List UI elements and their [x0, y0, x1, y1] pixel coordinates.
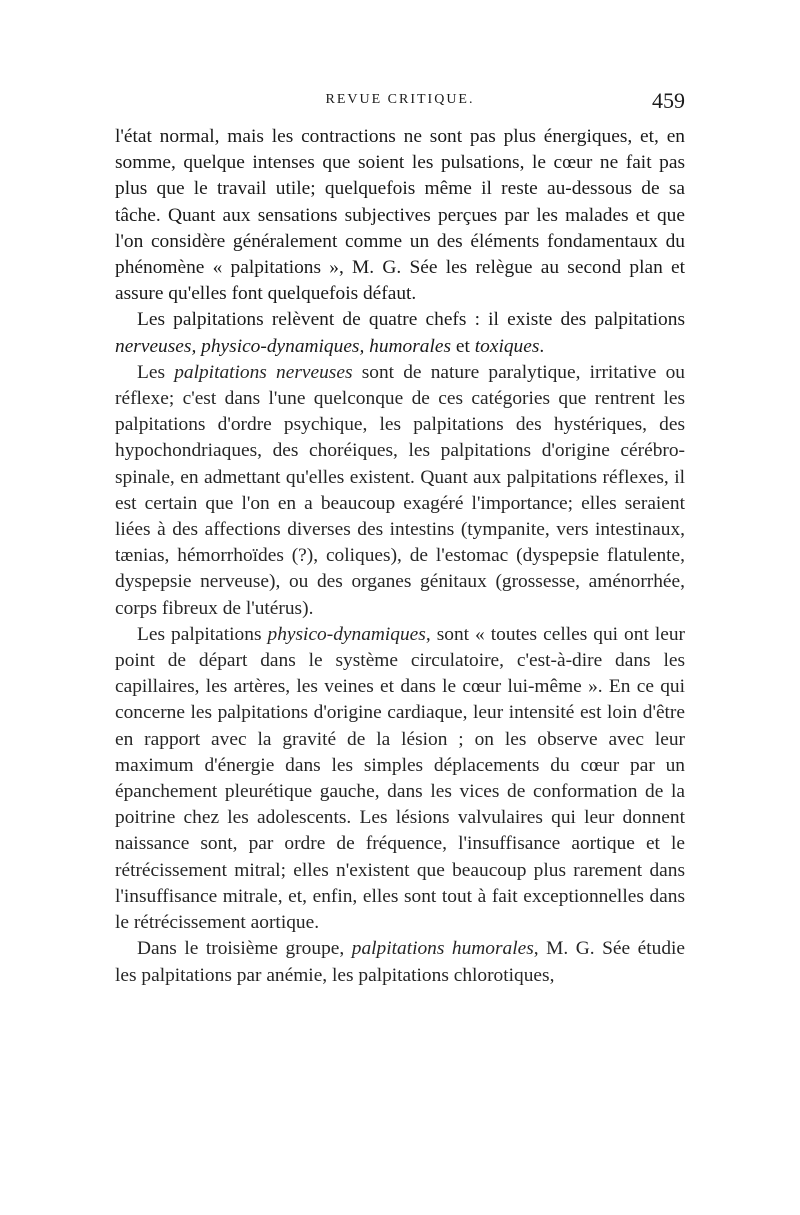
emphasis-categories: nerveuses, physico-dynamiques, humorales [115, 335, 452, 357]
paragraph-lead: Les palpitations relèvent de quatre chefs : il existe des palpitations [137, 309, 685, 331]
paragraph-nerveuses [115, 360, 685, 622]
paragraph-lead: Dans le troisième groupe, [137, 938, 352, 960]
page-number: 459 [652, 88, 685, 113]
emphasis-term: palpitations nerveuses [174, 361, 353, 383]
body-text [115, 124, 685, 989]
paragraph-lead: Les [137, 361, 175, 383]
paragraph-tail: . [539, 335, 545, 357]
paragraph-classification [115, 307, 685, 359]
emphasis-term: palpitations humorales [351, 938, 534, 960]
paragraph-mid: et [451, 335, 475, 357]
paragraph-physico-dynamiques [115, 622, 685, 936]
paragraph-tail: sont de nature paralytique, irritative ou réflexe; c'est dans l'une quelconque de ces catégories que rentrent les palpitations d'ordre psychique, les palpitations des hystériques, des hypochondriaques, des choréiques, les palpitations d'origine cérébro-spinale, en admettant qu'elles existent. Quant aux palpitations réflexes, il est certain que l'on en a beaucoup exagéré l'importance; elles seraient liées à des affections diverses des intestins (tympanite, vers intestinaux, tænias, hémorrhoïdes (?), coliques), de l'estomac (dyspepsie flatulente, dyspepsie nerveuse), ou des organes génitaux (grossesse, aménorrhée, corps fibreux de l'utérus). [115, 361, 685, 619]
paragraph-continuation [115, 124, 685, 307]
emphasis-term: physico-dynamiques [267, 623, 426, 645]
paragraph-humorales [115, 936, 685, 988]
running-title: REVUE CRITIQUE. [325, 92, 475, 107]
paragraph-text: l'état normal, mais les contractions ne sont pas plus énergiques, et, en somme, quelque intenses que soient les pulsations, le cœur ne fait pas plus que le travail utile; quelquefois même il reste au-dessous de sa tâche. Quant aux sensations subjectives perçues par les malades et que l'on considère généralement comme un des éléments fondamentaux du phénomène « palpitations », M. G. Sée les relègue au second plan et assure qu'elles font quelquefois défaut. [115, 126, 685, 305]
emphasis-toxiques: toxiques [474, 335, 540, 357]
paragraph-tail: , sont « toutes celles qui ont leur point de départ dans le système circulatoire, c'est-à-dire dans les capillaires, les artères, les veines et dans le cœur lui-même ». En ce qui concerne les palpitations d'origine cardiaque, leur intensité est loin d'être en rapport avec la gravité de la lésion ; on les observe avec leur maximum d'énergie dans les simples déplacements du cœur par un épanchement pleurétique gauche, dans les vices de conformation de la poitrine chez les adolescents. Les lésions valvulaires qui leur donnent naissance sont, par ordre de fréquence, l'insuffisance aortique et le rétrécissement mitral; elles n'existent que beaucoup plus rarement dans l'insuffisance mitrale, et, enfin, elles sont tout à fait exceptionnelles dans le rétrécissement aortique. [115, 623, 685, 934]
page-header [115, 88, 685, 122]
paragraph-tail: , M. G. Sée étudie les palpitations par anémie, les palpitations chlorotiques, [115, 938, 686, 986]
paragraph-lead: Les palpitations [137, 623, 268, 645]
